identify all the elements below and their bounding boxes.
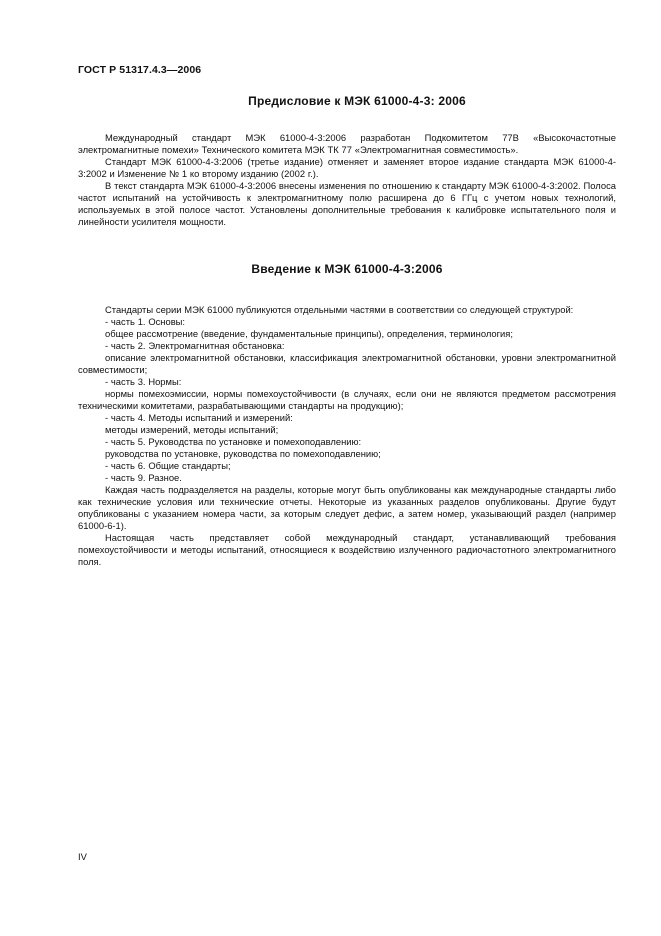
intro-list-item: - часть 9. Разное. bbox=[105, 472, 182, 483]
page-number: IV bbox=[78, 851, 87, 862]
intro-list-item: - часть 2. Электромагнитная обстановка: bbox=[105, 340, 285, 351]
intro-list-desc: нормы помехоэмиссии, нормы помехоустойчивости (в случаях, если они не являются предметом рассмотрения техническими комитетами, разрабатывающими стандарты на продукцию); bbox=[78, 388, 616, 411]
intro-list-desc: руководства по установке, руководства по помехоподавлению; bbox=[105, 448, 381, 459]
introduction-title: Введение к МЭК 61000-4-3:2006 bbox=[251, 262, 443, 276]
introduction-section bbox=[78, 262, 616, 568]
intro-list-item: - часть 5. Руководства по установке и помехоподавлению: bbox=[105, 436, 362, 447]
foreword-paragraph: Международный стандарт МЭК 61000-4-3:2006 разработан Подкомитетом 77В «Высокочастотные электромагнитные помехи» Технического комитета МЭК ТК 77 «Электромагнитная совместимость». bbox=[78, 132, 616, 155]
document-code: ГОСТ Р 51317.4.3—2006 bbox=[78, 64, 202, 76]
foreword-paragraph: Стандарт МЭК 61000-4-3:2006 (третье издание) отменяет и заменяет второе издание стандарта МЭК 61000-4-3:2002 и Изменение № 1 ко второму изданию (2002 г.). bbox=[78, 156, 616, 179]
intro-paragraph: Каждая часть подразделяется на разделы, которые могут быть опубликованы как международные стандарты либо как технические условия или технические отчеты. Некоторые из указанных разделов опубликованы. Другие будут опубликованы с указанием номера части, за которым следует дефис, а затем номер, указывающий раздел (например 61000-6-1). bbox=[78, 484, 616, 531]
intro-list-desc: методы измерений, методы испытаний; bbox=[105, 424, 279, 435]
foreword-section bbox=[78, 94, 616, 228]
intro-paragraph: Стандарты серии МЭК 61000 публикуются отдельными частями в соответствии со следующей структурой: bbox=[105, 304, 574, 315]
foreword-paragraph: В текст стандарта МЭК 61000-4-3:2006 внесены изменения по отношению к стандарту МЭК 61000-4-3:2002. Полоса частот испытаний на устойчивость к электромагнитному полю расширена до 6 ГГц с учетом новых технологий, используемых в этой полосе частот. Установлены дополнительные требования к калибровке испытательного поля и линейности усилителя мощности. bbox=[78, 180, 616, 227]
intro-list-desc: общее рассмотрение (введение, фундаментальные принципы), определения, терминология; bbox=[105, 328, 513, 339]
intro-list-item: - часть 4. Методы испытаний и измерений: bbox=[105, 412, 293, 423]
intro-list-item: - часть 3. Нормы: bbox=[105, 376, 182, 387]
intro-paragraph: Настоящая часть представляет собой международный стандарт, устанавливающий требования помехоустойчивости и методы испытаний, относящиеся к воздействию излученного радиочастотного электромагнитного поля. bbox=[78, 532, 616, 567]
intro-list-desc: описание электромагнитной обстановки, классификация электромагнитной обстановки, уровни электромагнитной совместимости; bbox=[78, 352, 616, 375]
intro-list-item: - часть 1. Основы: bbox=[105, 316, 186, 327]
foreword-title: Предисловие к МЭК 61000-4-3: 2006 bbox=[248, 94, 466, 108]
intro-list-item: - часть 6. Общие стандарты; bbox=[105, 460, 231, 471]
